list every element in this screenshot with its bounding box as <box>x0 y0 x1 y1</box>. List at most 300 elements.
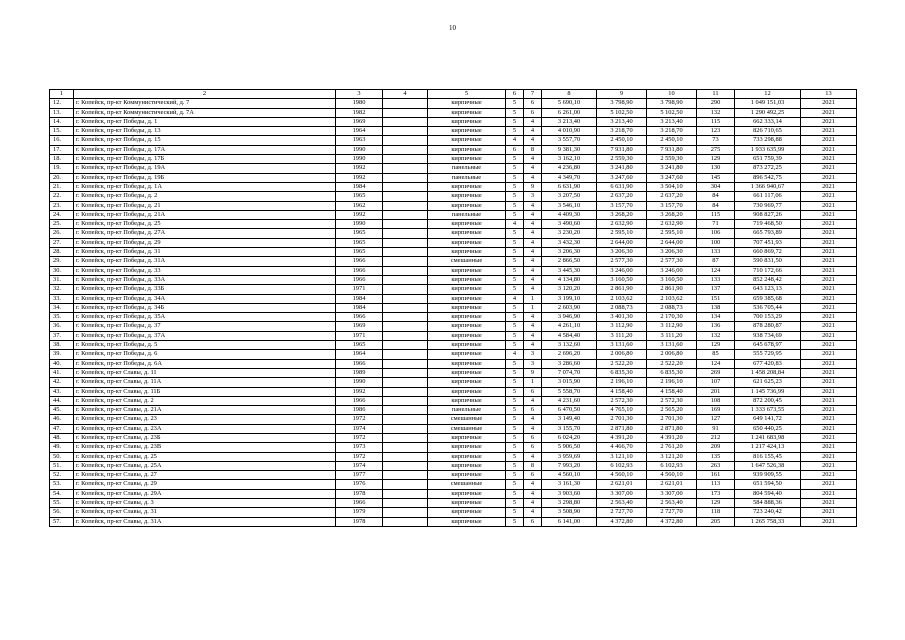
table-cell: 730 969,77 <box>735 201 801 210</box>
table-cell: 4 134,80 <box>542 275 597 284</box>
table-cell: 5 <box>506 461 524 470</box>
table-cell: 5 <box>506 257 524 266</box>
table-cell <box>383 406 428 415</box>
table-cell: 1990 <box>336 145 383 154</box>
table-cell: 2 637,20 <box>647 192 697 201</box>
table-cell: 2021 <box>801 331 857 340</box>
table-cell: 3 157,70 <box>647 201 697 210</box>
table-cell: г. Копейск, пр-кт Славы, д. 23Б <box>74 433 336 442</box>
table-row <box>50 424 857 433</box>
table-cell: 1969 <box>336 322 383 331</box>
table-cell: 304 <box>697 182 735 191</box>
table-cell: 584 888,36 <box>735 499 801 508</box>
table-cell: 2 632,90 <box>597 220 647 229</box>
table-cell: 2021 <box>801 517 857 526</box>
table-cell: 2 696,20 <box>542 350 597 359</box>
table-cell: 2021 <box>801 229 857 238</box>
table-cell: 3 504,10 <box>647 182 697 191</box>
table-cell: 5 558,70 <box>542 387 597 396</box>
table-cell: г. Копейск, пр-кт Коммунистический, д. 7А <box>74 108 336 117</box>
table-cell: 27. <box>50 238 74 247</box>
table-cell: 4 010,90 <box>542 127 597 136</box>
table-cell: 38. <box>50 341 74 350</box>
table-cell: 2 632,90 <box>647 220 697 229</box>
table-cell: 145 <box>697 173 735 182</box>
table-cell: 3 218,70 <box>647 127 697 136</box>
table-row <box>50 248 857 257</box>
table-cell: 161 <box>697 471 735 480</box>
housing-table-container <box>49 89 857 527</box>
table-cell: 41. <box>50 368 74 377</box>
table-cell: г. Копейск, пр-кт Победы, д. 17Б <box>74 155 336 164</box>
table-cell: 3 207,50 <box>542 192 597 201</box>
table-cell: 22. <box>50 192 74 201</box>
table-cell: 71 <box>697 220 735 229</box>
table-cell: 3 546,10 <box>542 201 597 210</box>
table-cell: 4 <box>524 210 542 219</box>
table-cell: 169 <box>697 406 735 415</box>
table-cell: 665 793,89 <box>735 229 801 238</box>
table-cell: 4 <box>524 136 542 145</box>
table-cell <box>383 508 428 517</box>
table-cell: г. Копейск, пр-кт Победы, д. 33 <box>74 266 336 275</box>
table-cell: 1 <box>524 378 542 387</box>
table-cell <box>383 248 428 257</box>
table-cell: 4 560,10 <box>647 471 697 480</box>
table-cell: 4 <box>524 173 542 182</box>
table-cell: 106 <box>697 229 735 238</box>
table-cell: 2 103,62 <box>647 294 697 303</box>
table-cell: 5 <box>506 508 524 517</box>
table-cell: 4 584,40 <box>542 331 597 340</box>
table-cell: 129 <box>697 341 735 350</box>
table-row <box>50 164 857 173</box>
table-cell: 1 933 635,99 <box>735 145 801 154</box>
table-cell: 4 409,30 <box>542 210 597 219</box>
table-cell: 2021 <box>801 238 857 247</box>
table-cell: 2021 <box>801 136 857 145</box>
table-cell: 269 <box>697 368 735 377</box>
table-cell: 6 631,90 <box>597 182 647 191</box>
table-row <box>50 508 857 517</box>
table-cell: 1992 <box>336 210 383 219</box>
table-cell: 3 162,10 <box>542 155 597 164</box>
table-cell: 5 <box>506 127 524 136</box>
column-number-cell: 11 <box>697 90 735 99</box>
table-cell: г. Копейск, пр-кт Победы, д. 31 <box>74 248 336 257</box>
table-cell: 138 <box>697 303 735 312</box>
table-cell: 3 149,40 <box>542 415 597 424</box>
table-cell: 25. <box>50 220 74 229</box>
table-cell: г. Копейск, пр-кт Славы, д. 27 <box>74 471 336 480</box>
table-cell <box>383 117 428 126</box>
table-cell: 5 <box>506 238 524 247</box>
table-cell <box>383 359 428 368</box>
table-cell: 33. <box>50 294 74 303</box>
table-cell: кирпичные <box>428 220 506 229</box>
table-row <box>50 201 857 210</box>
table-cell: 5 <box>506 406 524 415</box>
table-cell: 31. <box>50 275 74 284</box>
table-cell: г. Копейск, пр-кт Победы, д. 37А <box>74 331 336 340</box>
table-cell: кирпичные <box>428 229 506 238</box>
table-cell: 710 172,66 <box>735 266 801 275</box>
table-cell: 3 131,60 <box>597 341 647 350</box>
table-cell: 1965 <box>336 341 383 350</box>
table-cell: 5 <box>506 285 524 294</box>
table-cell: 73 <box>697 136 735 145</box>
table-cell: панельные <box>428 164 506 173</box>
table-cell: 18. <box>50 155 74 164</box>
table-cell: 1 265 758,33 <box>735 517 801 526</box>
table-cell: 3 241,80 <box>647 164 697 173</box>
table-cell: 2021 <box>801 210 857 219</box>
table-cell <box>383 294 428 303</box>
table-row <box>50 322 857 331</box>
table-cell: 2 563,40 <box>647 499 697 508</box>
table-cell <box>383 127 428 136</box>
table-cell: кирпичные <box>428 341 506 350</box>
table-cell: смешанные <box>428 415 506 424</box>
table-cell: г. Копейск, пр-кт Победы, д. 13 <box>74 127 336 136</box>
table-cell: 733 298,88 <box>735 136 801 145</box>
table-cell: 2 644,00 <box>647 238 697 247</box>
table-cell: 4 236,80 <box>542 164 597 173</box>
table-cell: 15. <box>50 127 74 136</box>
table-cell: 5 <box>506 341 524 350</box>
table-cell: 2 572,30 <box>597 396 647 405</box>
table-cell: 4 <box>524 285 542 294</box>
table-cell: кирпичные <box>428 99 506 108</box>
table-cell: 151 <box>697 294 735 303</box>
table-cell: 9 <box>524 182 542 191</box>
table-cell: 85 <box>697 350 735 359</box>
table-cell: 21. <box>50 182 74 191</box>
table-cell: г. Копейск, пр-кт Победы, д. 33Б <box>74 285 336 294</box>
table-cell: кирпичные <box>428 192 506 201</box>
table-cell: 3 112,90 <box>647 322 697 331</box>
table-cell: кирпичные <box>428 499 506 508</box>
table-cell: 2 761,20 <box>647 443 697 452</box>
table-cell: 34. <box>50 303 74 312</box>
table-cell: 49. <box>50 443 74 452</box>
table-cell: 4 <box>524 499 542 508</box>
table-cell: 6 <box>524 471 542 480</box>
table-cell: 5 <box>506 480 524 489</box>
table-cell: 2 196,10 <box>597 378 647 387</box>
table-cell: 1 647 526,38 <box>735 461 801 470</box>
table-cell: г. Копейск, пр-кт Славы, д. 11А <box>74 378 336 387</box>
table-cell: 2021 <box>801 433 857 442</box>
table-cell: 3 206,30 <box>542 248 597 257</box>
table-cell: 2021 <box>801 117 857 126</box>
table-cell: 108 <box>697 396 735 405</box>
table-cell: 29. <box>50 257 74 266</box>
table-cell: 2021 <box>801 378 857 387</box>
table-cell: 5 <box>506 99 524 108</box>
table-cell: 3 160,50 <box>647 275 697 284</box>
table-cell: 134 <box>697 313 735 322</box>
table-cell: 4 <box>524 127 542 136</box>
table-cell: 1990 <box>336 220 383 229</box>
table-row <box>50 136 857 145</box>
table-row <box>50 210 857 219</box>
table-cell: 4 466,70 <box>597 443 647 452</box>
table-cell: 2021 <box>801 127 857 136</box>
table-cell: 4 372,80 <box>647 517 697 526</box>
table-cell: кирпичные <box>428 127 506 136</box>
table-cell: 3 230,20 <box>542 229 597 238</box>
table-cell <box>383 164 428 173</box>
table-cell: г. Копейск, пр-кт Славы, д. 3 <box>74 499 336 508</box>
table-cell: 212 <box>697 433 735 442</box>
table-cell: 3 508,90 <box>542 508 597 517</box>
table-cell: панельные <box>428 210 506 219</box>
table-row <box>50 406 857 415</box>
table-cell: г. Копейск, пр-кт Победы, д. 27А <box>74 229 336 238</box>
table-cell: 2 577,30 <box>597 257 647 266</box>
table-row <box>50 155 857 164</box>
table-cell: г. Копейск, пр-кт Славы, д. 21А <box>74 406 336 415</box>
table-cell: 87 <box>697 257 735 266</box>
table-cell: 55. <box>50 499 74 508</box>
table-cell: 115 <box>697 117 735 126</box>
table-cell: смешанные <box>428 257 506 266</box>
table-cell: 3 247,60 <box>647 173 697 182</box>
table-cell: 651 594,50 <box>735 480 801 489</box>
table-cell: 2 871,80 <box>597 424 647 433</box>
table-cell: кирпичные <box>428 452 506 461</box>
table-cell: 1963 <box>336 136 383 145</box>
table-cell: 1 217 424,13 <box>735 443 801 452</box>
table-cell: 16. <box>50 136 74 145</box>
table-cell: 4 765,10 <box>597 406 647 415</box>
table-cell: 2 644,00 <box>597 238 647 247</box>
housing-table <box>49 89 857 527</box>
table-cell: 5 <box>506 378 524 387</box>
table-cell: 5 <box>506 108 524 117</box>
table-cell: кирпичные <box>428 378 506 387</box>
table-cell: 5 <box>506 182 524 191</box>
table-cell: 4 <box>524 424 542 433</box>
table-cell: 5 <box>506 489 524 498</box>
table-row <box>50 99 857 108</box>
column-number-cell: 6 <box>506 90 524 99</box>
column-number-cell: 5 <box>428 90 506 99</box>
table-cell: 555 729,95 <box>735 350 801 359</box>
column-number-cell: 2 <box>74 90 336 99</box>
table-cell: 3 015,90 <box>542 378 597 387</box>
table-cell: 4 <box>524 480 542 489</box>
table-cell: 2021 <box>801 99 857 108</box>
table-cell: 5 102,50 <box>647 108 697 117</box>
table-cell: кирпичные <box>428 433 506 442</box>
table-cell <box>383 433 428 442</box>
table-row <box>50 108 857 117</box>
table-cell: 6 <box>524 406 542 415</box>
table-cell: 3 <box>524 359 542 368</box>
table-cell: г. Копейск, пр-кт Победы, д. 21А <box>74 210 336 219</box>
column-number-cell: 10 <box>647 90 697 99</box>
table-cell: 4 391,20 <box>597 433 647 442</box>
table-cell: 2021 <box>801 424 857 433</box>
table-cell: кирпичные <box>428 136 506 145</box>
table-cell: 173 <box>697 489 735 498</box>
table-cell: 5 906,50 <box>542 443 597 452</box>
table-cell: г. Копейск, пр-кт Славы, д. 25А <box>74 461 336 470</box>
table-cell: 643 123,13 <box>735 285 801 294</box>
table-cell: 4 <box>524 396 542 405</box>
table-cell <box>383 452 428 461</box>
table-cell: 1966 <box>336 257 383 266</box>
table-cell <box>383 173 428 182</box>
table-cell: 2021 <box>801 285 857 294</box>
table-cell: г. Копейск, пр-кт Славы, д. 23В <box>74 443 336 452</box>
table-cell: 2021 <box>801 303 857 312</box>
table-cell: г. Копейск, пр-кт Победы, д. 1А <box>74 182 336 191</box>
table-cell: 42. <box>50 378 74 387</box>
table-cell: 48. <box>50 433 74 442</box>
table-cell <box>383 229 428 238</box>
table-cell: 132 <box>697 108 735 117</box>
table-cell: 3 <box>524 192 542 201</box>
table-cell: 5 <box>506 499 524 508</box>
table-cell: 100 <box>697 238 735 247</box>
table-cell <box>383 350 428 359</box>
table-cell: 9 381,30 <box>542 145 597 154</box>
table-cell <box>383 182 428 191</box>
table-cell: 17. <box>50 145 74 154</box>
table-cell: 3 121,20 <box>647 452 697 461</box>
table-cell: 804 594,40 <box>735 489 801 498</box>
table-cell <box>383 210 428 219</box>
table-cell: г. Копейск, пр-кт Славы, д. 31 <box>74 508 336 517</box>
table-cell: 35. <box>50 313 74 322</box>
table-cell: 3 111,20 <box>597 331 647 340</box>
table-cell: 6 <box>524 387 542 396</box>
table-cell: 3 155,70 <box>542 424 597 433</box>
table-cell: 1965 <box>336 229 383 238</box>
table-cell: 4 <box>524 313 542 322</box>
table-cell <box>383 220 428 229</box>
table-cell: 5 <box>506 322 524 331</box>
table-cell: 2 450,10 <box>597 136 647 145</box>
table-cell: 6 024,20 <box>542 433 597 442</box>
table-cell <box>383 480 428 489</box>
table-row <box>50 117 857 126</box>
table-cell <box>383 331 428 340</box>
table-cell: г. Копейск, пр-кт Победы, д. 5 <box>74 341 336 350</box>
table-cell: г. Копейск, пр-кт Славы, д. 23А <box>74 424 336 433</box>
table-cell: 719 468,50 <box>735 220 801 229</box>
table-cell: 3 213,40 <box>647 117 697 126</box>
table-cell: 5 <box>506 248 524 257</box>
table-cell: смешанные <box>428 480 506 489</box>
table-cell: 2 565,20 <box>647 406 697 415</box>
table-cell: 4 261,10 <box>542 322 597 331</box>
table-cell: 3 307,00 <box>597 489 647 498</box>
table-cell: 1969 <box>336 117 383 126</box>
table-cell: 1992 <box>336 387 383 396</box>
table-cell: 2021 <box>801 313 857 322</box>
table-cell <box>383 99 428 108</box>
table-cell: г. Копейск, пр-кт Победы, д. 1 <box>74 117 336 126</box>
table-cell: 5 <box>506 201 524 210</box>
table-cell: 2 563,40 <box>597 499 647 508</box>
table-cell: 1 241 683,98 <box>735 433 801 442</box>
table-cell: 2021 <box>801 266 857 275</box>
table-cell: 2021 <box>801 155 857 164</box>
table-cell: 650 440,25 <box>735 424 801 433</box>
table-cell: 1980 <box>336 99 383 108</box>
table-row <box>50 173 857 182</box>
table-cell: 1977 <box>336 471 383 480</box>
table-cell: 677 420,83 <box>735 359 801 368</box>
table-cell: 1984 <box>336 294 383 303</box>
table-cell: 4 <box>524 257 542 266</box>
table-cell: 2 450,10 <box>647 136 697 145</box>
table-cell: 3 199,10 <box>542 294 597 303</box>
table-cell: 3 432,30 <box>542 238 597 247</box>
table-cell: 1966 <box>336 499 383 508</box>
table-cell: 2021 <box>801 359 857 368</box>
table-cell: 1982 <box>336 108 383 117</box>
table-cell: 3 <box>524 350 542 359</box>
table-cell <box>383 443 428 452</box>
table-cell: 7 931,80 <box>597 145 647 154</box>
table-cell: 590 831,50 <box>735 257 801 266</box>
table-cell: 896 542,75 <box>735 173 801 182</box>
table-cell: 3 557,70 <box>542 136 597 145</box>
table-cell: 3 445,30 <box>542 266 597 275</box>
table-cell: 1992 <box>336 164 383 173</box>
table-cell: г. Копейск, пр-кт Победы, д. 34Б <box>74 303 336 312</box>
table-cell: кирпичные <box>428 396 506 405</box>
table-cell: 1971 <box>336 331 383 340</box>
table-cell <box>383 517 428 526</box>
table-row <box>50 192 857 201</box>
table-cell: 2 621,01 <box>647 480 697 489</box>
table-row <box>50 285 857 294</box>
table-cell: 3 213,40 <box>542 117 597 126</box>
table-cell: 1 <box>524 303 542 312</box>
table-cell: 723 240,42 <box>735 508 801 517</box>
table-cell: 4 <box>524 238 542 247</box>
table-row <box>50 517 857 526</box>
table-cell: 1966 <box>336 359 383 368</box>
table-cell: 2 727,70 <box>647 508 697 517</box>
table-cell: г. Копейск, пр-кт Славы, д. 31А <box>74 517 336 526</box>
table-cell: 4 <box>524 275 542 284</box>
table-cell: 1992 <box>336 173 383 182</box>
table-cell: 46. <box>50 415 74 424</box>
table-cell <box>383 285 428 294</box>
table-cell: 2 603,90 <box>542 303 597 312</box>
table-cell: 659 385,68 <box>735 294 801 303</box>
table-cell: г. Копейск, пр-кт Победы, д. 34А <box>74 294 336 303</box>
table-row <box>50 182 857 191</box>
table-cell: кирпичные <box>428 508 506 517</box>
table-cell: 536 705,44 <box>735 303 801 312</box>
table-cell: 4 <box>524 452 542 461</box>
table-cell: 2 866,50 <box>542 257 597 266</box>
table-cell: кирпичные <box>428 108 506 117</box>
table-cell: 3 120,20 <box>542 285 597 294</box>
table-cell: 5 <box>506 443 524 452</box>
table-cell: 36. <box>50 322 74 331</box>
table-cell: 2021 <box>801 322 857 331</box>
table-cell: г. Копейск, пр-кт Коммунистический, д. 7 <box>74 99 336 108</box>
